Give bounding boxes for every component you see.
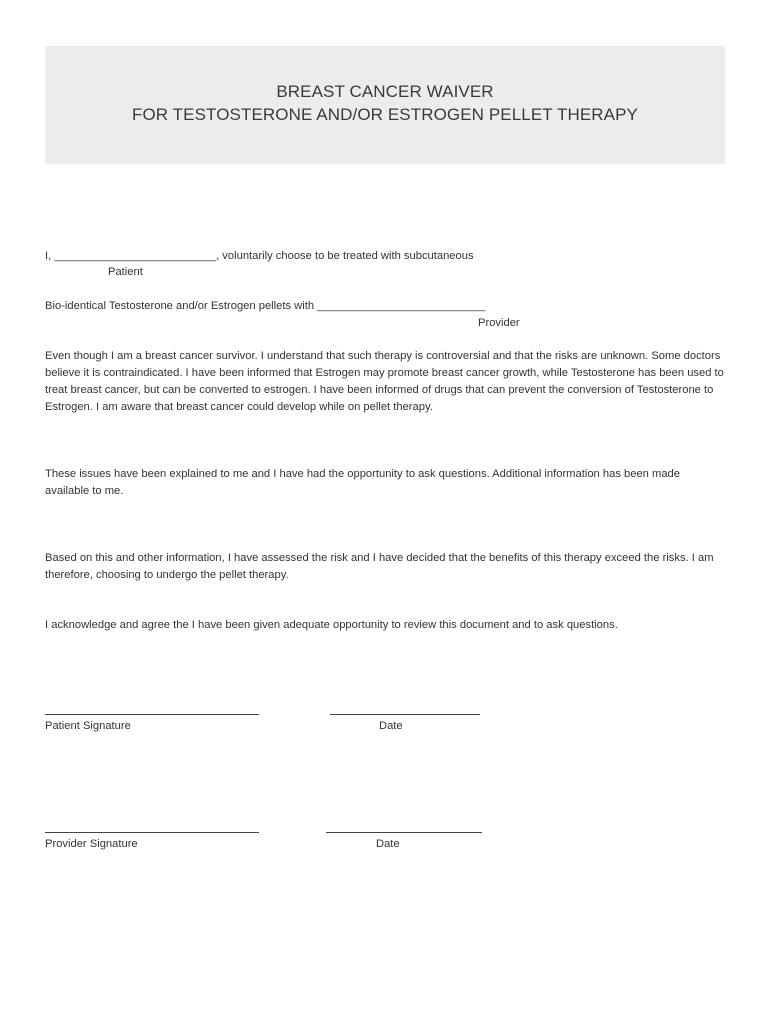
risk-assessment-paragraph: Based on this and other information, I have assessed the risk and I have decided that the benefits of this therapy exceed the risks. I am therefore, choosing to undergo the pellet therapy. [45,552,714,581]
provider-caption: Provider [478,317,520,329]
title-banner [45,46,725,164]
survivor-paragraph: Even though I am a breast cancer survivor. I understand that such therapy is controversial and that the risks are unknown. Some doctors believe it is contraindicated. I have been informed that Estrogen may promote breast cancer growth, while Testosterone has been used to treat breast cancer, but can be converted to estrogen. I have been informed of drugs that can prevent the conversion of Testosterone to Estrogen. I am aware that breast cancer could develop while on pellet therapy. [45,350,724,413]
provider-signature-line[interactable] [45,832,259,833]
acknowledgement-paragraph: I acknowledge and agree the I have been given adequate opportunity to review this document and to ask questions. [45,619,618,631]
provider-date-label: Date [376,838,400,850]
patient-signature-label: Patient Signature [45,720,131,732]
provider-date-line[interactable] [326,832,482,833]
explanation-paragraph: These issues have been explained to me and I have had the opportunity to ask questions. Additional information has been made available to me. [45,468,680,497]
document-title-line-2: FOR TESTOSTERONE AND/OR ESTROGEN PELLET THERAPY [131,105,638,124]
document-title-line-1: BREAST CANCER WAIVER [276,82,494,101]
patient-caption: Patient [108,266,143,278]
provider-signature-label: Provider Signature [45,838,138,850]
patient-date-line[interactable] [330,714,480,715]
patient-statement: I, __________________________, voluntarily choose to be treated with subcutaneous [45,250,474,262]
provider-statement: Bio-identical Testosterone and/or Estrogen pellets with ___________________________ [45,300,486,312]
patient-signature-line[interactable] [45,714,259,715]
patient-date-label: Date [379,720,403,732]
